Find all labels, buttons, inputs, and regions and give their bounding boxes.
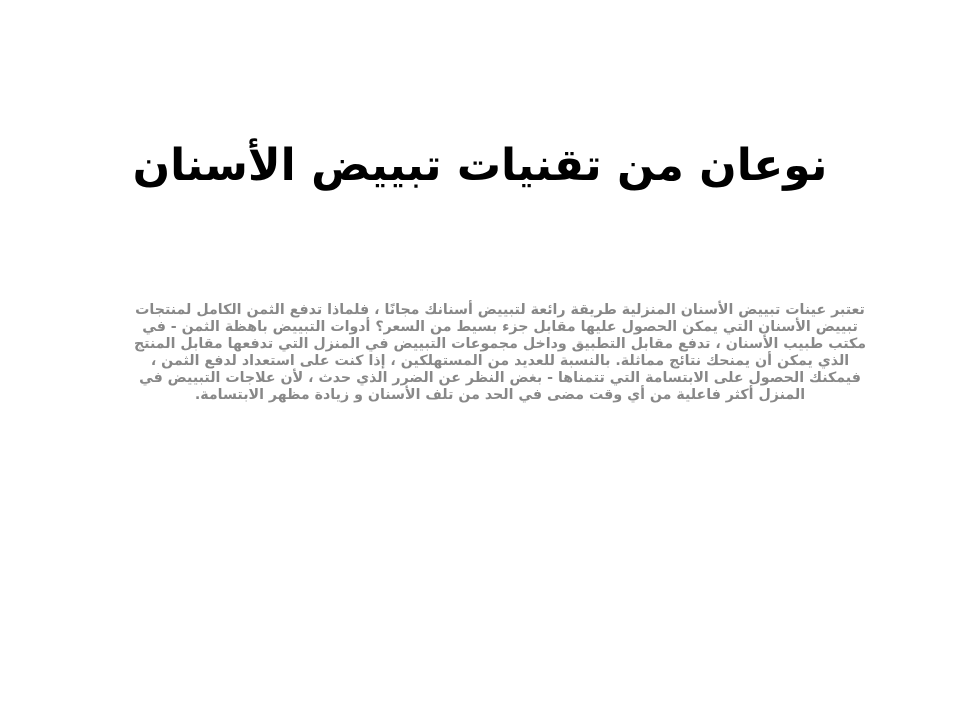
slide-title: نوعان من تقنيات تبييض الأسنان bbox=[132, 140, 828, 191]
slide-body-text: تعتبر عينات تبييض الأسنان المنزلية طريقة رائعة لتبييض أسنانك مجانًا ، فلماذا تدفع الثمن الكامل لمنتجات تبييض الأسنان التي يمكن الحصول عليها مقابل جزء بسيط من السعر؟ أدوات التبييض باهظة الثمن - في مكتب طبيب الأسنان ، تدفع مقابل التطبيق وداخل مجموعات التبييض في المنزل التي تدفعها مقابل المنتج الذي يمكن أن يمنحك نتائج مماثلة. بالنسبة للعديد من المستهلكين ، إذا كنت على استعداد لدفع الثمن ، فيمكنك الحصول على الابتسامة التي تتمناها - بغض النظر عن الضرر الذي حدث ، لأن علاجات التبييض في المنزل أكثر فاعلية من أي وقت مضى في الحد من تلف الأسنان و زيادة مظهر الابتسامة. bbox=[133, 302, 867, 403]
